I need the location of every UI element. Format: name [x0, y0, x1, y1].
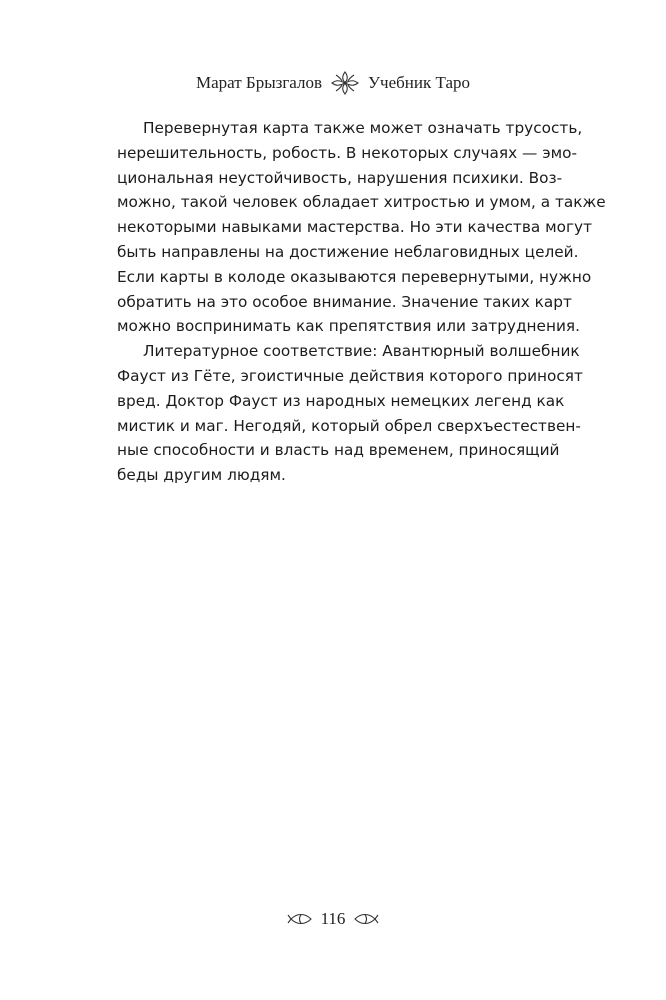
paragraph [117, 339, 583, 488]
text-line: беды другим людям. [117, 466, 286, 485]
text-line: обратить на это особое внимание. Значение таких карт [117, 292, 572, 311]
text-line: Литературное соответствие: Авантюрный волшебник [143, 342, 580, 361]
text-line: нерешительность, робость. В некоторых случаях — эмо- [117, 143, 578, 162]
text-line: можно, такой человек обладает хитростью и умом, а также [117, 193, 606, 212]
running-header [0, 68, 666, 98]
text-line: вред. Доктор Фауст из народных немецких легенд как [117, 391, 565, 410]
leaf-ornament-left-icon [287, 909, 313, 929]
text-line: некоторыми навыками мастерства. Но эти качества могут [117, 218, 592, 237]
page-body [117, 116, 606, 488]
header-author: Марат Брызгалов [195, 73, 323, 92]
fleuron-icon [330, 70, 360, 96]
text-line: циональная неустойчивость, нарушения психики. Воз- [117, 168, 563, 187]
leaf-ornament-right-icon [353, 909, 379, 929]
header-book-title: Учебник Таро [368, 73, 471, 92]
page-number: 116 [320, 909, 346, 928]
text-line: Если карты в колоде оказываются перевернутыми, нужно [117, 267, 592, 286]
paragraph [117, 116, 606, 339]
text-line: ные способности и власть над временем, приносящий [117, 441, 560, 460]
text-line: быть направлены на достижение неблаговидных целей. [117, 242, 579, 261]
page-footer [0, 904, 666, 934]
text-line: мистик и маг. Негодяй, который обрел сверхъестествен- [117, 416, 581, 435]
text-line: Фауст из Гёте, эгоистичные действия которого приносят [117, 366, 583, 385]
text-line: Перевернутая карта также может означать трусость, [143, 119, 583, 137]
text-line: можно воспринимать как препятствия или затруднения. [117, 317, 580, 336]
